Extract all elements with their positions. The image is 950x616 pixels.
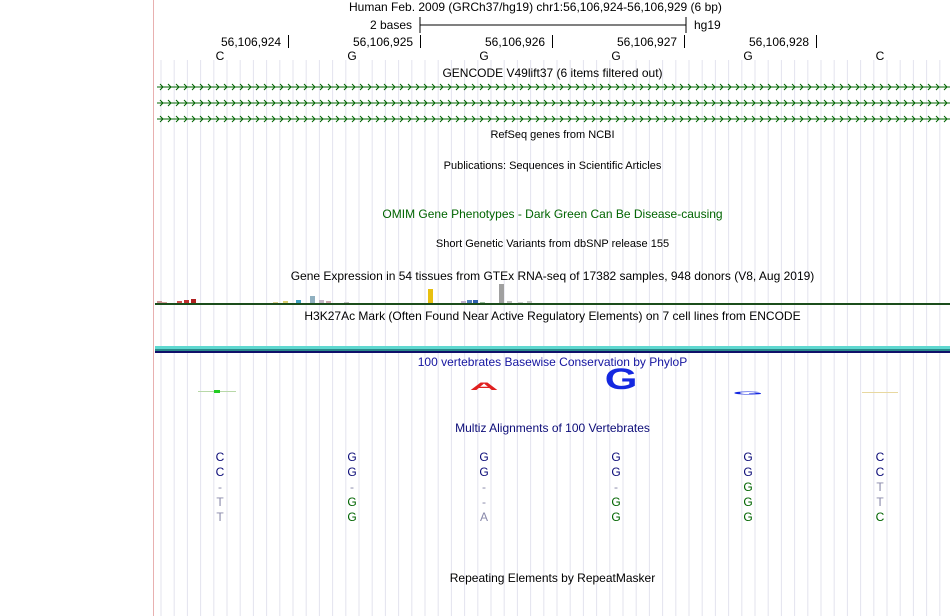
alignment-base-elephant: G xyxy=(611,510,621,524)
gtex-bar-9 xyxy=(310,296,315,303)
omim-title[interactable]: OMIM Gene Phenotypes - Dark Green Can Be Disease-causing xyxy=(382,207,723,221)
alignment-base-dog: G xyxy=(347,495,357,509)
coordinate-label: 56,106,927 xyxy=(617,35,678,49)
multiz-title[interactable]: Multiz Alignments of 100 Vertebrates xyxy=(455,421,650,435)
gtex-bar-14 xyxy=(461,301,466,303)
alignment-base-human: G xyxy=(743,450,753,464)
dbsnp-title[interactable]: Short Genetic Variants from dbSNP release 155 xyxy=(435,238,670,250)
reference-base: G xyxy=(479,49,489,63)
alignment-base-human: G xyxy=(611,450,621,464)
vertical-guidelines xyxy=(161,60,940,616)
reference-base: G xyxy=(611,49,621,63)
gencode-gene-line-1 xyxy=(157,84,950,90)
gtex-bar-1 xyxy=(157,301,162,303)
gtex-bar-5 xyxy=(191,299,196,303)
reference-base: C xyxy=(875,49,885,63)
gencode-title[interactable]: GENCODE V49lift37 (6 items filtered out) xyxy=(442,66,663,80)
alignment-base-rhesus: G xyxy=(743,465,753,479)
repeatmasker-title[interactable]: Repeating Elements by RepeatMasker xyxy=(449,571,656,585)
position-summary: Human Feb. 2009 (GRCh37/hg19) chr1:56,106,924-56,106,929 (6 bp) xyxy=(349,0,722,14)
reference-base: G xyxy=(347,49,357,63)
coordinate-tick xyxy=(420,35,421,48)
assembly-name: hg19 xyxy=(694,18,721,32)
gtex-bar-15 xyxy=(467,300,472,303)
alignment-base-dog: G xyxy=(611,495,621,509)
phylop-title[interactable]: 100 vertebrates Basewise Conservation by PhyloP xyxy=(417,355,688,369)
gtex-expression-bars xyxy=(157,284,532,303)
alignment-base-rhesus: G xyxy=(479,465,489,479)
reference-base: C xyxy=(215,49,225,63)
alignment-base-elephant: G xyxy=(743,510,753,524)
gtex-bar-8 xyxy=(296,300,301,303)
alignment-base-elephant: C xyxy=(875,510,885,524)
coordinate-tick xyxy=(816,35,817,48)
alignment-base-mouse: - xyxy=(482,480,486,494)
conservation-logo-letter: A xyxy=(469,380,499,393)
phylop-conservation xyxy=(198,389,898,396)
coordinate-tick xyxy=(684,35,685,48)
gtex-bar-21 xyxy=(527,301,532,303)
gencode-gene-lines xyxy=(157,84,950,122)
gtex-bar-20 xyxy=(518,302,523,303)
alignment-base-elephant: A xyxy=(479,510,488,524)
alignment-base-mouse: G xyxy=(743,480,753,494)
alignment-base-human: G xyxy=(347,450,357,464)
scale-text: 2 bases xyxy=(370,18,413,32)
alignment-base-rhesus: C xyxy=(875,465,885,479)
gtex-bar-7 xyxy=(283,301,288,303)
coordinate-label: 56,106,926 xyxy=(485,35,546,49)
alignment-base-human: C xyxy=(875,450,885,464)
gtex-bar-12 xyxy=(344,302,349,303)
alignment-base-human: G xyxy=(479,450,489,464)
gtex-bar-6 xyxy=(273,302,278,303)
alignment-base-dog: G xyxy=(743,495,753,509)
gtex-title[interactable]: Gene Expression in 54 tissues from GTEx RNA-seq of 17382 samples, 948 donors (V8, Aug 2019) xyxy=(290,269,815,283)
conservation-logo-letter: G xyxy=(604,363,638,396)
reference-base: G xyxy=(743,49,753,63)
alignment-base-dog: T xyxy=(876,495,884,509)
h3k27ac-signal xyxy=(155,346,950,353)
alignment-base-rhesus: C xyxy=(215,465,225,479)
alignment-base-elephant: G xyxy=(347,510,357,524)
gtex-bar-16 xyxy=(473,300,478,303)
alignment-base-elephant: T xyxy=(216,510,224,524)
refseq-title[interactable]: RefSeq genes from NCBI xyxy=(490,129,615,141)
coordinate-tick xyxy=(552,35,553,48)
coordinate-label: 56,106,928 xyxy=(749,35,810,49)
gtex-bar-13 xyxy=(428,289,433,303)
alignment-base-rhesus: G xyxy=(611,465,621,479)
scale-bar xyxy=(420,17,686,33)
alignment-base-dog: - xyxy=(482,495,486,509)
coordinate-label: 56,106,925 xyxy=(353,35,414,49)
alignment-base-human: C xyxy=(215,450,225,464)
gtex-bar-10 xyxy=(319,300,324,303)
alignment-base-mouse: - xyxy=(350,480,354,494)
gtex-bar-11 xyxy=(326,301,331,303)
gtex-bar-4 xyxy=(184,300,189,303)
gencode-gene-line-2 xyxy=(157,100,950,106)
gtex-bar-2 xyxy=(162,302,167,303)
gtex-bar-3 xyxy=(177,301,182,303)
alignment-base-mouse: - xyxy=(614,480,618,494)
gencode-gene-line-3 xyxy=(157,116,950,122)
alignment-base-dog: T xyxy=(216,495,224,509)
conservation-logo-letter: G xyxy=(732,389,764,396)
alignment-base-mouse: - xyxy=(218,480,222,494)
publications-title[interactable]: Publications: Sequences in Scientific Articles xyxy=(443,160,662,172)
alignment-base-mouse: T xyxy=(876,480,884,494)
alignment-base-rhesus: G xyxy=(347,465,357,479)
coordinate-tick xyxy=(288,35,289,48)
gtex-bar-19 xyxy=(507,301,512,303)
gtex-bar-18 xyxy=(499,284,504,303)
gtex-bar-17 xyxy=(480,302,485,303)
coordinate-label: 56,106,924 xyxy=(221,35,282,49)
h3k27ac-title[interactable]: H3K27Ac Mark (Often Found Near Active Regulatory Elements) on 7 cell lines from ENCODE xyxy=(304,309,801,323)
